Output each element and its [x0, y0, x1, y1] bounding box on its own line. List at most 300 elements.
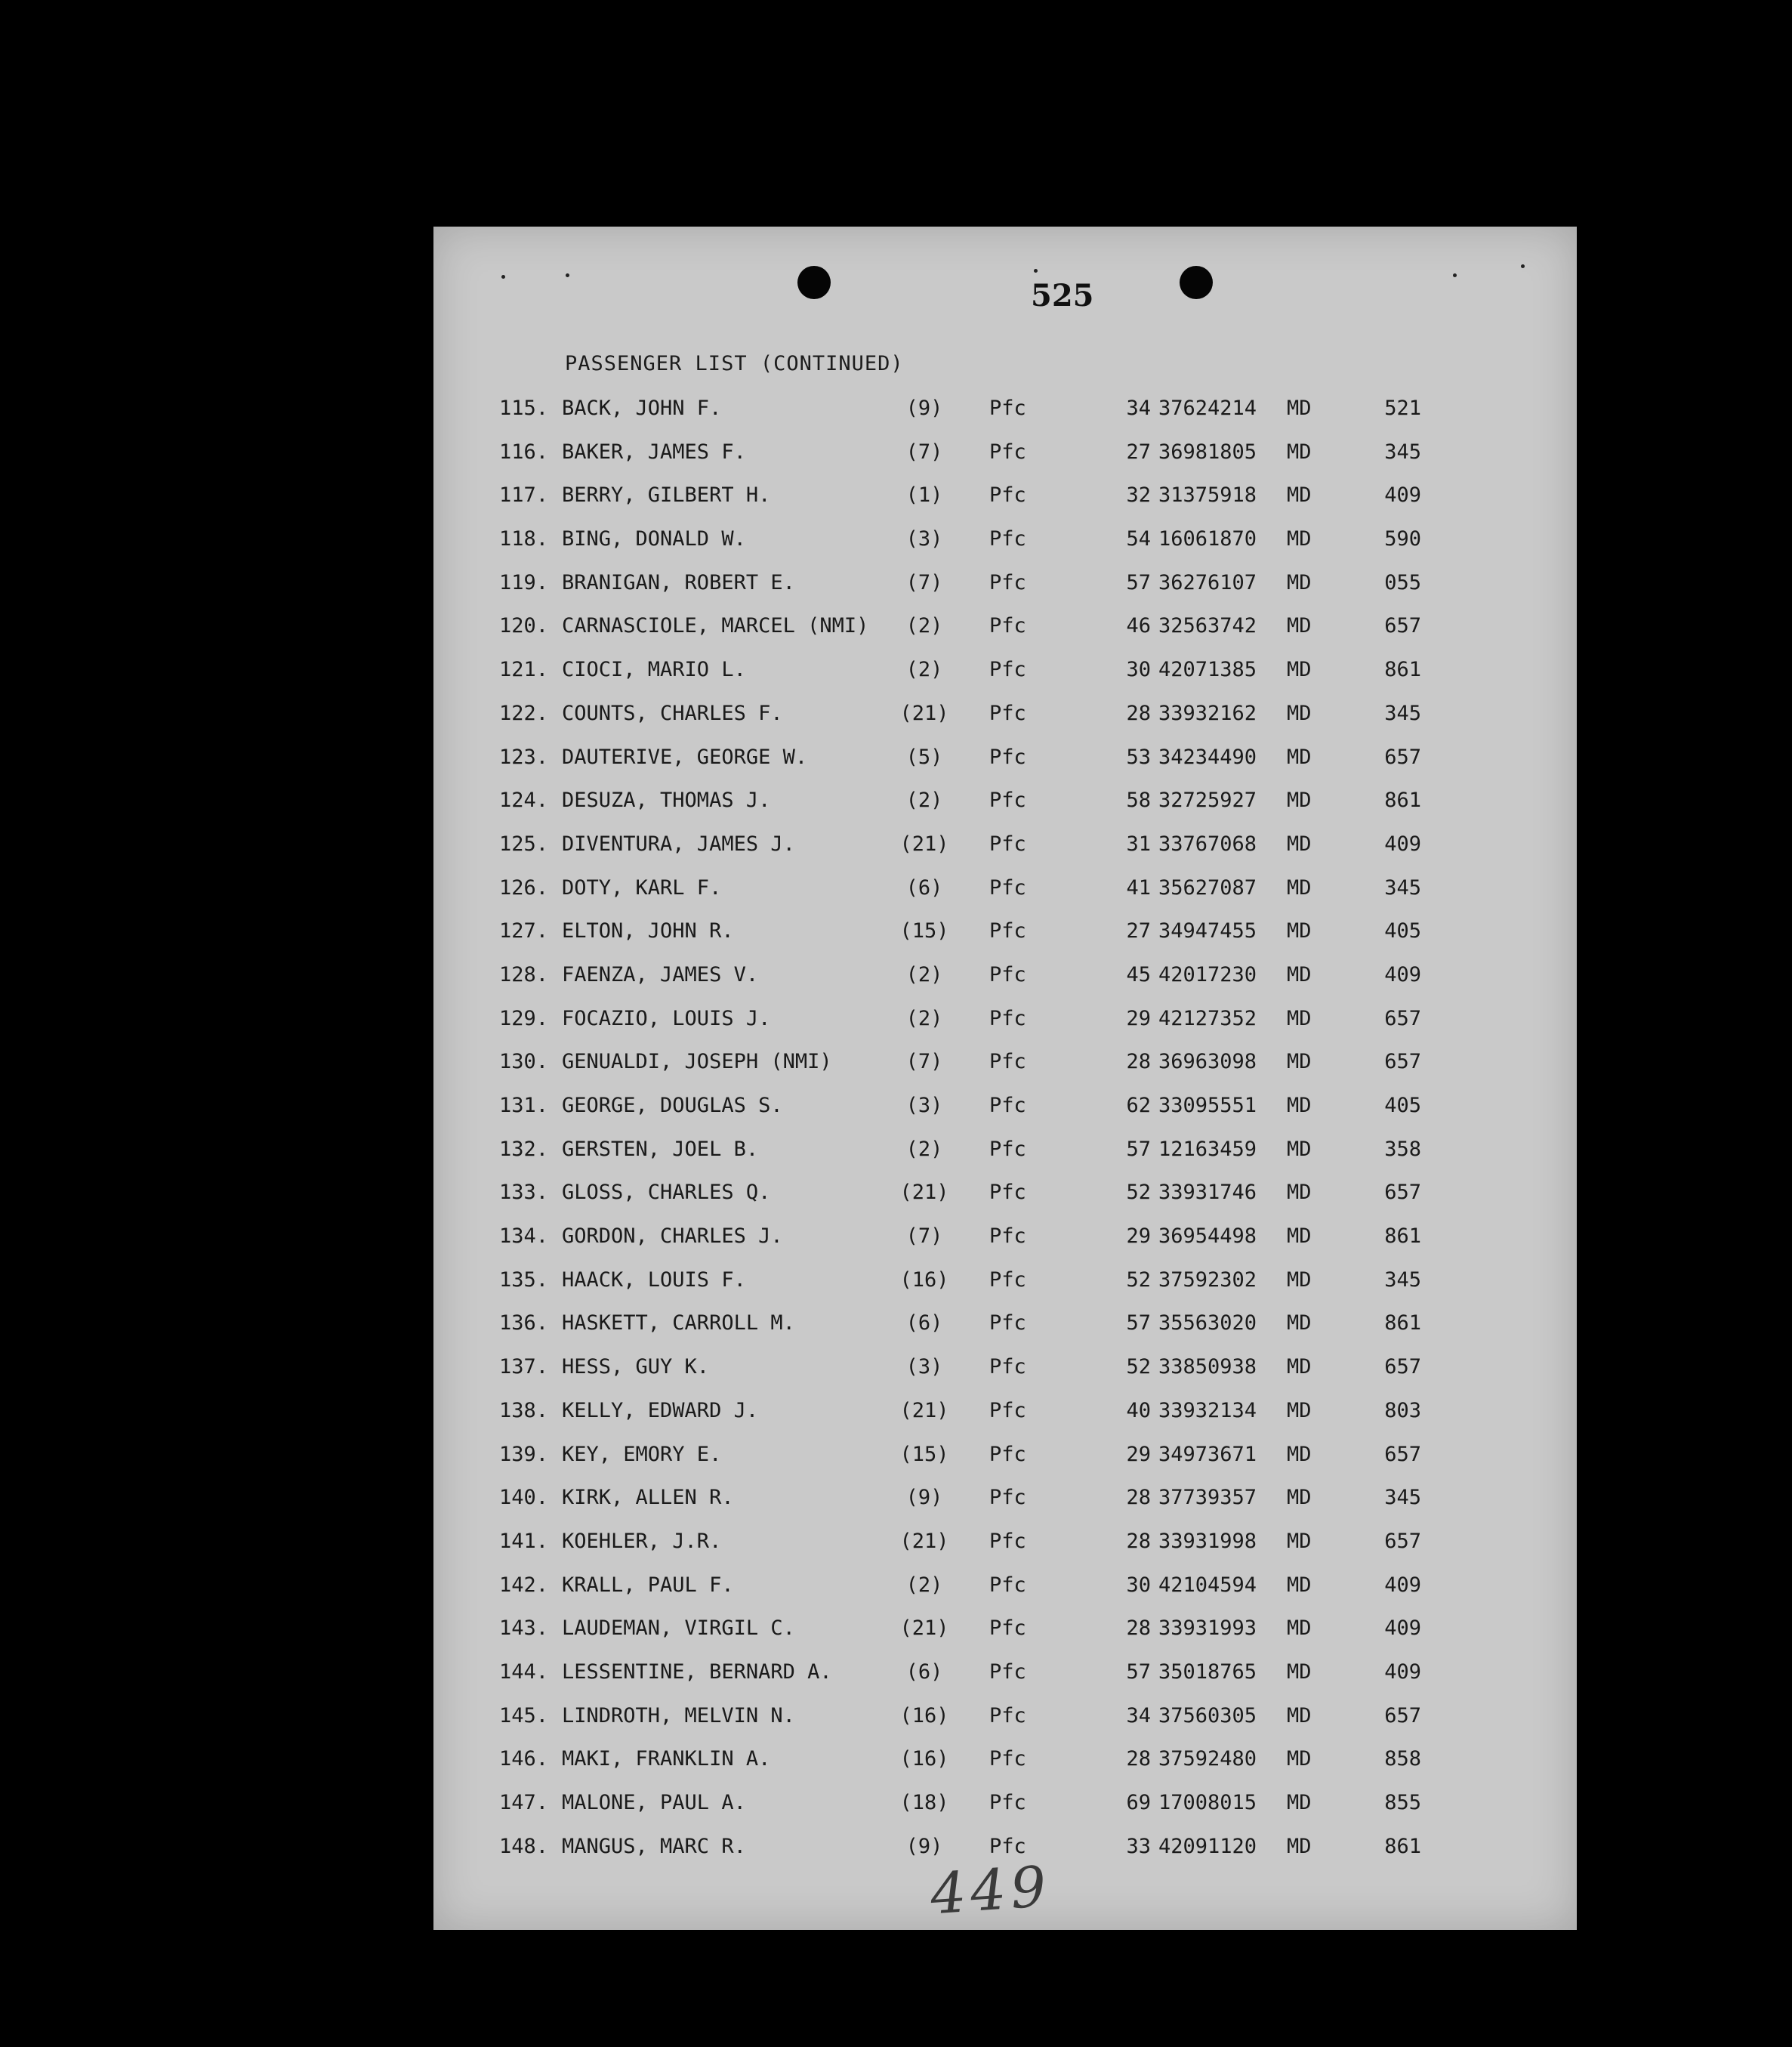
serial-number: 37560305: [1158, 1703, 1257, 1727]
table-row: [433, 397, 1577, 440]
row-number: 134.: [498, 1224, 548, 1249]
passenger-name: LESSENTINE, BERNARD A.: [562, 1660, 832, 1684]
rank: Pfc: [989, 658, 1026, 682]
serial-number: 32725927: [1158, 789, 1257, 813]
unit-code: 657: [1384, 1703, 1421, 1727]
table-row: [433, 1311, 1577, 1355]
rank: Pfc: [989, 745, 1026, 769]
passenger-name: MANGUS, MARC R.: [562, 1834, 746, 1858]
type-code: MD: [1287, 832, 1312, 856]
type-code: MD: [1287, 1573, 1312, 1597]
age: 30: [1126, 658, 1151, 682]
unit-code: 055: [1384, 570, 1421, 594]
row-number: 128.: [498, 962, 548, 986]
row-number: 131.: [498, 1094, 548, 1117]
unit-code: 657: [1384, 1442, 1421, 1466]
type-code: MD: [1287, 1442, 1312, 1466]
type-code: MD: [1287, 1355, 1312, 1379]
row-number: 146.: [498, 1747, 548, 1771]
serial-number: 33095551: [1158, 1094, 1257, 1117]
passenger-name: KIRK, ALLEN R.: [562, 1486, 734, 1510]
type-code: MD: [1287, 1398, 1312, 1422]
table-row: [433, 1399, 1577, 1443]
passenger-name: DESUZA, THOMAS J.: [562, 789, 771, 813]
group-number: (7): [905, 570, 943, 594]
row-number: 136.: [498, 1311, 548, 1335]
rank: Pfc: [989, 1355, 1026, 1379]
age: 28: [1126, 1616, 1151, 1641]
row-number: 115.: [498, 397, 548, 420]
age: 29: [1126, 1224, 1151, 1249]
group-number: (2): [905, 789, 943, 813]
type-code: MD: [1287, 1834, 1312, 1858]
row-number: 145.: [498, 1703, 548, 1727]
serial-number: 35018765: [1158, 1660, 1257, 1684]
age: 29: [1126, 1006, 1151, 1030]
serial-number: 36276107: [1158, 570, 1257, 594]
row-number: 139.: [498, 1442, 548, 1466]
serial-number: 16061870: [1158, 527, 1257, 551]
group-number: (7): [905, 1050, 943, 1074]
row-number: 117.: [498, 483, 548, 508]
passenger-name: CARNASCIOLE, MARCEL (NMI): [562, 614, 869, 638]
table-row: [433, 1443, 1577, 1487]
age: 52: [1126, 1355, 1151, 1379]
group-number: (21): [899, 832, 949, 856]
rank: Pfc: [989, 1529, 1026, 1553]
unit-code: 803: [1384, 1398, 1421, 1422]
row-number: 148.: [498, 1834, 548, 1858]
unit-code: 345: [1384, 440, 1421, 464]
group-number: (2): [905, 1006, 943, 1030]
serial-number: 37624214: [1158, 397, 1257, 420]
row-number: 123.: [498, 745, 548, 769]
group-number: (16): [899, 1703, 949, 1727]
group-number: (3): [905, 527, 943, 551]
rank: Pfc: [989, 1747, 1026, 1771]
rank: Pfc: [989, 614, 1026, 638]
rank: Pfc: [989, 701, 1026, 725]
passenger-name: HASKETT, CARROLL M.: [562, 1311, 795, 1335]
age: 52: [1126, 1181, 1151, 1205]
group-number: (2): [905, 658, 943, 682]
age: 28: [1126, 701, 1151, 725]
unit-code: 861: [1384, 1311, 1421, 1335]
rank: Pfc: [989, 1834, 1026, 1858]
type-code: MD: [1287, 962, 1312, 986]
rank: Pfc: [989, 483, 1026, 508]
passenger-list: [433, 397, 1577, 1878]
group-number: (7): [905, 440, 943, 464]
age: 57: [1126, 1137, 1151, 1161]
rank: Pfc: [989, 832, 1026, 856]
serial-number: 33931993: [1158, 1616, 1257, 1641]
unit-code: 345: [1384, 1267, 1421, 1292]
row-number: 142.: [498, 1573, 548, 1597]
group-number: (7): [905, 1224, 943, 1249]
type-code: MD: [1287, 1791, 1312, 1814]
age: 30: [1126, 1573, 1151, 1597]
type-code: MD: [1287, 1050, 1312, 1074]
unit-code: 590: [1384, 527, 1421, 551]
speck-mark: [1034, 269, 1038, 273]
type-code: MD: [1287, 1747, 1312, 1771]
unit-code: 657: [1384, 1355, 1421, 1379]
rank: Pfc: [989, 919, 1026, 943]
table-row: [433, 1094, 1577, 1138]
type-code: MD: [1287, 875, 1312, 900]
row-number: 138.: [498, 1398, 548, 1422]
age: 62: [1126, 1094, 1151, 1117]
row-number: 122.: [498, 701, 548, 725]
unit-code: 409: [1384, 1616, 1421, 1641]
row-number: 143.: [498, 1616, 548, 1641]
unit-code: 861: [1384, 1834, 1421, 1858]
type-code: MD: [1287, 1006, 1312, 1030]
type-code: MD: [1287, 1181, 1312, 1205]
speck-mark: [1453, 273, 1457, 277]
row-number: 147.: [498, 1791, 548, 1814]
group-number: (2): [905, 1573, 943, 1597]
type-code: MD: [1287, 789, 1312, 813]
serial-number: 42071385: [1158, 658, 1257, 682]
serial-number: 36954498: [1158, 1224, 1257, 1249]
rank: Pfc: [989, 1486, 1026, 1510]
serial-number: 34973671: [1158, 1442, 1257, 1466]
passenger-name: MALONE, PAUL A.: [562, 1791, 746, 1814]
passenger-name: GLOSS, CHARLES Q.: [562, 1181, 771, 1205]
type-code: MD: [1287, 1137, 1312, 1161]
group-number: (6): [905, 1311, 943, 1335]
page-stamp-number: 525: [1031, 278, 1094, 313]
serial-number: 36981805: [1158, 440, 1257, 464]
type-code: MD: [1287, 701, 1312, 725]
type-code: MD: [1287, 1529, 1312, 1553]
row-number: 144.: [498, 1660, 548, 1684]
age: 45: [1126, 962, 1151, 986]
row-number: 120.: [498, 614, 548, 638]
row-number: 133.: [498, 1181, 548, 1205]
serial-number: 35627087: [1158, 875, 1257, 900]
row-number: 121.: [498, 658, 548, 682]
type-code: MD: [1287, 745, 1312, 769]
table-row: [433, 1747, 1577, 1791]
rank: Pfc: [989, 1791, 1026, 1814]
table-row: [433, 1616, 1577, 1660]
serial-number: 36963098: [1158, 1050, 1257, 1074]
row-number: 124.: [498, 789, 548, 813]
unit-code: 405: [1384, 1094, 1421, 1117]
rank: Pfc: [989, 1006, 1026, 1030]
type-code: MD: [1287, 1094, 1312, 1117]
rank: Pfc: [989, 1181, 1026, 1205]
passenger-name: LINDROTH, MELVIN N.: [562, 1703, 795, 1727]
age: 34: [1126, 1703, 1151, 1727]
table-row: [433, 483, 1577, 527]
table-row: [433, 1573, 1577, 1617]
serial-number: 33931746: [1158, 1181, 1257, 1205]
punch-hole-left: [797, 266, 831, 299]
age: 57: [1126, 1660, 1151, 1684]
serial-number: 33850938: [1158, 1355, 1257, 1379]
passenger-name: HESS, GUY K.: [562, 1355, 710, 1379]
age: 27: [1126, 919, 1151, 943]
passenger-name: DOTY, KARL F.: [562, 875, 722, 900]
table-row: [433, 1050, 1577, 1094]
age: 33: [1126, 1834, 1151, 1858]
unit-code: 409: [1384, 1660, 1421, 1684]
unit-code: 405: [1384, 919, 1421, 943]
unit-code: 657: [1384, 745, 1421, 769]
rank: Pfc: [989, 1137, 1026, 1161]
serial-number: 34234490: [1158, 745, 1257, 769]
passenger-name: BRANIGAN, ROBERT E.: [562, 570, 795, 594]
age: 29: [1126, 1442, 1151, 1466]
table-row: [433, 1486, 1577, 1530]
passenger-name: LAUDEMAN, VIRGIL C.: [562, 1616, 795, 1641]
group-number: (16): [899, 1267, 949, 1292]
group-number: (6): [905, 1660, 943, 1684]
table-row: [433, 746, 1577, 789]
group-number: (3): [905, 1094, 943, 1117]
age: 58: [1126, 789, 1151, 813]
group-number: (3): [905, 1355, 943, 1379]
type-code: MD: [1287, 1660, 1312, 1684]
rank: Pfc: [989, 1094, 1026, 1117]
age: 28: [1126, 1050, 1151, 1074]
row-number: 129.: [498, 1006, 548, 1030]
passenger-name: FOCAZIO, LOUIS J.: [562, 1006, 771, 1030]
serial-number: 32563742: [1158, 614, 1257, 638]
rank: Pfc: [989, 1311, 1026, 1335]
age: 28: [1126, 1486, 1151, 1510]
unit-code: 345: [1384, 875, 1421, 900]
table-row: [433, 1181, 1577, 1224]
table-row: [433, 702, 1577, 746]
rank: Pfc: [989, 1442, 1026, 1466]
rank: Pfc: [989, 397, 1026, 420]
unit-code: 861: [1384, 1224, 1421, 1249]
table-row: [433, 1791, 1577, 1835]
passenger-name: BING, DONALD W.: [562, 527, 746, 551]
unit-code: 858: [1384, 1747, 1421, 1771]
age: 57: [1126, 1311, 1151, 1335]
group-number: (16): [899, 1747, 949, 1771]
group-number: (21): [899, 1398, 949, 1422]
rank: Pfc: [989, 1050, 1026, 1074]
speck-mark: [501, 275, 505, 279]
unit-code: 657: [1384, 614, 1421, 638]
table-row: [433, 789, 1577, 832]
serial-number: 12163459: [1158, 1137, 1257, 1161]
unit-code: 345: [1384, 1486, 1421, 1510]
serial-number: 33932162: [1158, 701, 1257, 725]
serial-number: 31375918: [1158, 483, 1257, 508]
rank: Pfc: [989, 789, 1026, 813]
speck-mark: [566, 273, 569, 277]
rank: Pfc: [989, 962, 1026, 986]
rank: Pfc: [989, 875, 1026, 900]
document-page: [433, 227, 1577, 1930]
group-number: (9): [905, 1834, 943, 1858]
passenger-name: KEY, EMORY E.: [562, 1442, 722, 1466]
rank: Pfc: [989, 570, 1026, 594]
type-code: MD: [1287, 1616, 1312, 1641]
table-row: [433, 876, 1577, 920]
rank: Pfc: [989, 1573, 1026, 1597]
row-number: 141.: [498, 1529, 548, 1553]
age: 41: [1126, 875, 1151, 900]
unit-code: 345: [1384, 701, 1421, 725]
passenger-name: GERSTEN, JOEL B.: [562, 1137, 759, 1161]
serial-number: 33931998: [1158, 1529, 1257, 1553]
row-number: 116.: [498, 440, 548, 464]
type-code: MD: [1287, 1267, 1312, 1292]
rank: Pfc: [989, 440, 1026, 464]
type-code: MD: [1287, 1486, 1312, 1510]
passenger-name: COUNTS, CHARLES F.: [562, 701, 783, 725]
row-number: 140.: [498, 1486, 548, 1510]
document-heading: PASSENGER LIST (CONTINUED): [565, 352, 904, 375]
unit-code: 657: [1384, 1529, 1421, 1553]
unit-code: 861: [1384, 658, 1421, 682]
type-code: MD: [1287, 397, 1312, 420]
group-number: (18): [899, 1791, 949, 1814]
age: 32: [1126, 483, 1151, 508]
serial-number: 17008015: [1158, 1791, 1257, 1814]
unit-code: 657: [1384, 1006, 1421, 1030]
passenger-name: KRALL, PAUL F.: [562, 1573, 734, 1597]
row-number: 137.: [498, 1355, 548, 1379]
table-row: [433, 440, 1577, 484]
passenger-name: ELTON, JOHN R.: [562, 919, 734, 943]
rank: Pfc: [989, 1224, 1026, 1249]
unit-code: 409: [1384, 483, 1421, 508]
age: 53: [1126, 745, 1151, 769]
table-row: [433, 1704, 1577, 1748]
table-row: [433, 1138, 1577, 1181]
type-code: MD: [1287, 1311, 1312, 1335]
table-row: [433, 1530, 1577, 1573]
serial-number: 33767068: [1158, 832, 1257, 856]
rank: Pfc: [989, 1616, 1026, 1641]
unit-code: 409: [1384, 832, 1421, 856]
unit-code: 409: [1384, 1573, 1421, 1597]
type-code: MD: [1287, 614, 1312, 638]
rank: Pfc: [989, 1267, 1026, 1292]
group-number: (2): [905, 614, 943, 638]
table-row: [433, 614, 1577, 658]
row-number: 119.: [498, 570, 548, 594]
type-code: MD: [1287, 570, 1312, 594]
passenger-name: BAKER, JAMES F.: [562, 440, 746, 464]
group-number: (9): [905, 1486, 943, 1510]
group-number: (15): [899, 919, 949, 943]
age: 34: [1126, 397, 1151, 420]
unit-code: 521: [1384, 397, 1421, 420]
table-row: [433, 1224, 1577, 1268]
unit-code: 657: [1384, 1050, 1421, 1074]
passenger-name: GENUALDI, JOSEPH (NMI): [562, 1050, 832, 1074]
rank: Pfc: [989, 1398, 1026, 1422]
age: 28: [1126, 1747, 1151, 1771]
punch-hole-right: [1180, 266, 1213, 299]
age: 46: [1126, 614, 1151, 638]
group-number: (1): [905, 483, 943, 508]
type-code: MD: [1287, 527, 1312, 551]
group-number: (2): [905, 1137, 943, 1161]
passenger-name: MAKI, FRANKLIN A.: [562, 1747, 771, 1771]
age: 28: [1126, 1529, 1151, 1553]
passenger-name: KOEHLER, J.R.: [562, 1529, 722, 1553]
unit-code: 855: [1384, 1791, 1421, 1814]
group-number: (21): [899, 1181, 949, 1205]
table-row: [433, 658, 1577, 702]
table-row: [433, 963, 1577, 1007]
age: 69: [1126, 1791, 1151, 1814]
passenger-name: KELLY, EDWARD J.: [562, 1398, 759, 1422]
table-row: [433, 571, 1577, 615]
group-number: (21): [899, 1529, 949, 1553]
table-row: [433, 832, 1577, 876]
serial-number: 35563020: [1158, 1311, 1257, 1335]
unit-code: 657: [1384, 1181, 1421, 1205]
group-number: (21): [899, 1616, 949, 1641]
serial-number: 42127352: [1158, 1006, 1257, 1030]
row-number: 125.: [498, 832, 548, 856]
passenger-name: FAENZA, JAMES V.: [562, 962, 759, 986]
group-number: (21): [899, 701, 949, 725]
age: 27: [1126, 440, 1151, 464]
table-row: [433, 1660, 1577, 1704]
passenger-name: BERRY, GILBERT H.: [562, 483, 771, 508]
table-row: [433, 1007, 1577, 1051]
serial-number: 33932134: [1158, 1398, 1257, 1422]
serial-number: 37739357: [1158, 1486, 1257, 1510]
type-code: MD: [1287, 483, 1312, 508]
passenger-name: DAUTERIVE, GEORGE W.: [562, 745, 808, 769]
row-number: 126.: [498, 875, 548, 900]
age: 40: [1126, 1398, 1151, 1422]
row-number: 127.: [498, 919, 548, 943]
age: 57: [1126, 570, 1151, 594]
group-number: (2): [905, 962, 943, 986]
handwritten-note: 449: [928, 1854, 1053, 1928]
row-number: 130.: [498, 1050, 548, 1074]
row-number: 132.: [498, 1137, 548, 1161]
age: 54: [1126, 527, 1151, 551]
serial-number: 34947455: [1158, 919, 1257, 943]
serial-number: 37592302: [1158, 1267, 1257, 1292]
table-row: [433, 1355, 1577, 1399]
passenger-name: DIVENTURA, JAMES J.: [562, 832, 795, 856]
table-row: [433, 919, 1577, 963]
group-number: (6): [905, 875, 943, 900]
unit-code: 409: [1384, 962, 1421, 986]
table-row: [433, 527, 1577, 571]
type-code: MD: [1287, 658, 1312, 682]
serial-number: 37592480: [1158, 1747, 1257, 1771]
age: 31: [1126, 832, 1151, 856]
speck-mark: [1521, 264, 1525, 268]
unit-code: 358: [1384, 1137, 1421, 1161]
passenger-name: HAACK, LOUIS F.: [562, 1267, 746, 1292]
passenger-name: BACK, JOHN F.: [562, 397, 722, 420]
serial-number: 42104594: [1158, 1573, 1257, 1597]
rank: Pfc: [989, 527, 1026, 551]
type-code: MD: [1287, 1703, 1312, 1727]
group-number: (15): [899, 1442, 949, 1466]
